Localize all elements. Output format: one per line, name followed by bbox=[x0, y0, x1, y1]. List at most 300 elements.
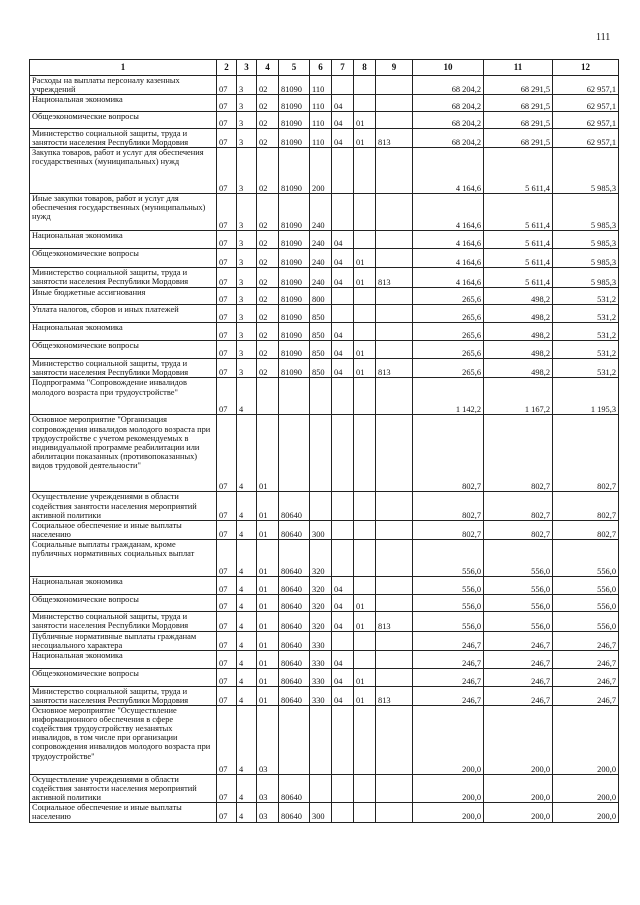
code-cell bbox=[332, 76, 354, 95]
code-cell bbox=[376, 249, 413, 268]
amount-cell: 802,7 bbox=[413, 492, 484, 520]
amount-cell: 200,0 bbox=[413, 803, 484, 822]
code-cell: 01 bbox=[354, 359, 376, 378]
amount-cell: 246,7 bbox=[484, 687, 553, 706]
amount-cell: 802,7 bbox=[553, 415, 619, 492]
code-cell bbox=[332, 288, 354, 305]
table-row bbox=[30, 378, 619, 415]
code-cell: 240 bbox=[310, 194, 332, 231]
code-cell: 4 bbox=[237, 539, 257, 576]
code-cell: 04 bbox=[332, 359, 354, 378]
code-cell bbox=[332, 631, 354, 650]
code-cell bbox=[354, 194, 376, 231]
code-cell: 04 bbox=[332, 651, 354, 669]
column-header: 3 bbox=[237, 60, 257, 76]
code-cell bbox=[354, 631, 376, 650]
code-cell bbox=[376, 576, 413, 594]
code-cell bbox=[376, 706, 413, 775]
code-cell: 81090 bbox=[279, 148, 310, 194]
code-cell: 04 bbox=[332, 611, 354, 631]
amount-cell: 4 164,6 bbox=[413, 249, 484, 268]
amount-cell: 531,2 bbox=[553, 359, 619, 378]
row-name: Национальная экономика bbox=[30, 231, 217, 249]
table-row bbox=[30, 194, 619, 231]
code-cell: 3 bbox=[237, 148, 257, 194]
code-cell: 80640 bbox=[279, 803, 310, 822]
amount-cell: 1 195,3 bbox=[553, 378, 619, 415]
row-name: Основное мероприятие "Организация сопровождения инвалидов молодого возраста при трудоустройстве с учетом рекомендуемых в индивидуальной программе реабилитации или абилитации показанных (противопоказанных) видов трудовой деятельности" bbox=[30, 415, 217, 492]
amount-cell: 4 164,6 bbox=[413, 148, 484, 194]
code-cell: 330 bbox=[310, 631, 332, 650]
code-cell: 3 bbox=[237, 268, 257, 288]
code-cell: 04 bbox=[332, 249, 354, 268]
code-cell: 07 bbox=[217, 803, 237, 822]
table-header-row bbox=[30, 60, 619, 76]
amount-cell: 5 985,3 bbox=[553, 148, 619, 194]
code-cell: 81090 bbox=[279, 231, 310, 249]
code-cell: 80640 bbox=[279, 576, 310, 594]
code-cell: 3 bbox=[237, 231, 257, 249]
row-name: Социальное обеспечение и иные выплаты населению bbox=[30, 803, 217, 822]
code-cell: 110 bbox=[310, 95, 332, 112]
code-cell bbox=[279, 415, 310, 492]
table-row bbox=[30, 95, 619, 112]
code-cell: 110 bbox=[310, 112, 332, 129]
code-cell: 80640 bbox=[279, 492, 310, 520]
code-cell bbox=[354, 775, 376, 803]
amount-cell: 246,7 bbox=[553, 651, 619, 669]
amount-cell: 246,7 bbox=[413, 669, 484, 687]
amount-cell: 246,7 bbox=[484, 631, 553, 650]
code-cell: 4 bbox=[237, 687, 257, 706]
row-name: Основное мероприятие "Осуществление информационного обеспечения в сфере содействия трудоустройству незанятых инвалидов, в том числе при организации сопровождения инвалидов молодого возраста при трудоустройстве" bbox=[30, 706, 217, 775]
code-cell bbox=[332, 415, 354, 492]
code-cell: 01 bbox=[257, 520, 279, 539]
code-cell: 81090 bbox=[279, 194, 310, 231]
code-cell bbox=[332, 492, 354, 520]
code-cell: 813 bbox=[376, 359, 413, 378]
row-name: Закупка товаров, работ и услуг для обеспечения государственных (муниципальных) нужд bbox=[30, 148, 217, 194]
code-cell: 3 bbox=[237, 323, 257, 341]
code-cell: 02 bbox=[257, 305, 279, 323]
table-row bbox=[30, 594, 619, 611]
amount-cell: 265,6 bbox=[413, 341, 484, 359]
code-cell: 03 bbox=[257, 706, 279, 775]
amount-cell: 68 204,2 bbox=[413, 112, 484, 129]
code-cell: 3 bbox=[237, 288, 257, 305]
code-cell: 01 bbox=[257, 631, 279, 650]
column-header: 8 bbox=[354, 60, 376, 76]
code-cell: 3 bbox=[237, 359, 257, 378]
code-cell: 01 bbox=[257, 594, 279, 611]
code-cell: 110 bbox=[310, 76, 332, 95]
code-cell: 200 bbox=[310, 148, 332, 194]
table-row bbox=[30, 669, 619, 687]
row-name: Министерство социальной защиты, труда и занятости населения Республики Мордовия bbox=[30, 359, 217, 378]
amount-cell: 68 204,2 bbox=[413, 76, 484, 95]
code-cell bbox=[354, 520, 376, 539]
code-cell: 320 bbox=[310, 611, 332, 631]
code-cell bbox=[376, 323, 413, 341]
row-name: Министерство социальной защиты, труда и занятости населения Республики Мордовия bbox=[30, 611, 217, 631]
column-header: 11 bbox=[484, 60, 553, 76]
row-name: Иные закупки товаров, работ и услуг для обеспечения государственных (муниципальных) нужд bbox=[30, 194, 217, 231]
code-cell bbox=[376, 95, 413, 112]
code-cell: 07 bbox=[217, 341, 237, 359]
code-cell: 01 bbox=[354, 249, 376, 268]
amount-cell: 498,2 bbox=[484, 359, 553, 378]
amount-cell: 200,0 bbox=[484, 706, 553, 775]
row-name: Общеэкономические вопросы bbox=[30, 594, 217, 611]
code-cell bbox=[376, 194, 413, 231]
amount-cell: 200,0 bbox=[553, 775, 619, 803]
code-cell bbox=[279, 706, 310, 775]
amount-cell: 68 291,5 bbox=[484, 76, 553, 95]
code-cell: 04 bbox=[332, 129, 354, 148]
amount-cell: 556,0 bbox=[413, 576, 484, 594]
code-cell bbox=[354, 539, 376, 576]
amount-cell: 4 164,6 bbox=[413, 231, 484, 249]
code-cell bbox=[310, 492, 332, 520]
code-cell bbox=[376, 775, 413, 803]
code-cell: 3 bbox=[237, 305, 257, 323]
code-cell: 4 bbox=[237, 576, 257, 594]
amount-cell: 265,6 bbox=[413, 359, 484, 378]
row-name: Общеэкономические вопросы bbox=[30, 249, 217, 268]
code-cell bbox=[279, 378, 310, 415]
row-name: Социальное обеспечение и иные выплаты населению bbox=[30, 520, 217, 539]
code-cell: 4 bbox=[237, 378, 257, 415]
code-cell: 300 bbox=[310, 803, 332, 822]
row-name: Расходы на выплаты персоналу казенных учреждений bbox=[30, 76, 217, 95]
code-cell: 02 bbox=[257, 148, 279, 194]
row-name: Уплата налогов, сборов и иных платежей bbox=[30, 305, 217, 323]
code-cell bbox=[332, 378, 354, 415]
amount-cell: 68 291,5 bbox=[484, 129, 553, 148]
code-cell: 01 bbox=[257, 669, 279, 687]
amount-cell: 556,0 bbox=[553, 594, 619, 611]
amount-cell: 802,7 bbox=[553, 492, 619, 520]
code-cell: 3 bbox=[237, 194, 257, 231]
code-cell: 813 bbox=[376, 687, 413, 706]
code-cell bbox=[376, 341, 413, 359]
code-cell: 01 bbox=[257, 687, 279, 706]
table-row bbox=[30, 611, 619, 631]
amount-cell: 531,2 bbox=[553, 305, 619, 323]
code-cell: 4 bbox=[237, 651, 257, 669]
table-row bbox=[30, 112, 619, 129]
amount-cell: 498,2 bbox=[484, 288, 553, 305]
table-row bbox=[30, 359, 619, 378]
amount-cell: 68 291,5 bbox=[484, 95, 553, 112]
code-cell: 81090 bbox=[279, 359, 310, 378]
code-cell: 3 bbox=[237, 76, 257, 95]
code-cell bbox=[332, 520, 354, 539]
code-cell: 01 bbox=[257, 415, 279, 492]
table-row bbox=[30, 231, 619, 249]
amount-cell: 531,2 bbox=[553, 323, 619, 341]
code-cell: 02 bbox=[257, 95, 279, 112]
code-cell: 300 bbox=[310, 520, 332, 539]
code-cell: 330 bbox=[310, 687, 332, 706]
code-cell: 4 bbox=[237, 520, 257, 539]
code-cell bbox=[354, 95, 376, 112]
amount-cell: 802,7 bbox=[484, 492, 553, 520]
code-cell: 81090 bbox=[279, 341, 310, 359]
code-cell: 4 bbox=[237, 775, 257, 803]
code-cell: 80640 bbox=[279, 539, 310, 576]
code-cell: 07 bbox=[217, 631, 237, 650]
code-cell: 02 bbox=[257, 76, 279, 95]
row-name: Национальная экономика bbox=[30, 651, 217, 669]
amount-cell: 556,0 bbox=[484, 539, 553, 576]
code-cell bbox=[354, 803, 376, 822]
code-cell bbox=[376, 669, 413, 687]
code-cell bbox=[376, 631, 413, 650]
code-cell: 07 bbox=[217, 576, 237, 594]
amount-cell: 531,2 bbox=[553, 288, 619, 305]
code-cell: 07 bbox=[217, 288, 237, 305]
amount-cell: 5 611,4 bbox=[484, 268, 553, 288]
code-cell: 07 bbox=[217, 323, 237, 341]
code-cell: 4 bbox=[237, 706, 257, 775]
code-cell bbox=[376, 492, 413, 520]
code-cell: 04 bbox=[332, 95, 354, 112]
code-cell: 01 bbox=[354, 268, 376, 288]
code-cell: 4 bbox=[237, 415, 257, 492]
amount-cell: 5 611,4 bbox=[484, 231, 553, 249]
row-name: Министерство социальной защиты, труда и занятости населения Республики Мордовия bbox=[30, 268, 217, 288]
code-cell: 07 bbox=[217, 415, 237, 492]
code-cell: 04 bbox=[332, 231, 354, 249]
code-cell: 07 bbox=[217, 651, 237, 669]
code-cell: 01 bbox=[354, 594, 376, 611]
amount-cell: 246,7 bbox=[553, 631, 619, 650]
code-cell: 01 bbox=[354, 669, 376, 687]
code-cell: 02 bbox=[257, 341, 279, 359]
code-cell: 813 bbox=[376, 268, 413, 288]
code-cell: 04 bbox=[332, 268, 354, 288]
table-row bbox=[30, 803, 619, 822]
amount-cell: 498,2 bbox=[484, 341, 553, 359]
code-cell: 850 bbox=[310, 359, 332, 378]
code-cell: 240 bbox=[310, 249, 332, 268]
code-cell: 07 bbox=[217, 249, 237, 268]
amount-cell: 246,7 bbox=[553, 687, 619, 706]
code-cell: 850 bbox=[310, 341, 332, 359]
code-cell: 01 bbox=[354, 687, 376, 706]
table-row bbox=[30, 651, 619, 669]
code-cell: 07 bbox=[217, 687, 237, 706]
table-row bbox=[30, 520, 619, 539]
code-cell: 81090 bbox=[279, 95, 310, 112]
code-cell: 02 bbox=[257, 129, 279, 148]
amount-cell: 1 142,2 bbox=[413, 378, 484, 415]
code-cell bbox=[332, 775, 354, 803]
amount-cell: 1 167,2 bbox=[484, 378, 553, 415]
code-cell: 04 bbox=[332, 576, 354, 594]
code-cell: 80640 bbox=[279, 520, 310, 539]
row-name: Общеэкономические вопросы bbox=[30, 112, 217, 129]
code-cell: 3 bbox=[237, 95, 257, 112]
code-cell: 02 bbox=[257, 112, 279, 129]
code-cell bbox=[332, 194, 354, 231]
amount-cell: 265,6 bbox=[413, 323, 484, 341]
code-cell bbox=[354, 323, 376, 341]
table-row bbox=[30, 415, 619, 492]
code-cell bbox=[354, 651, 376, 669]
code-cell: 4 bbox=[237, 803, 257, 822]
amount-cell: 556,0 bbox=[413, 539, 484, 576]
amount-cell: 200,0 bbox=[484, 775, 553, 803]
table-row bbox=[30, 341, 619, 359]
amount-cell: 5 985,3 bbox=[553, 249, 619, 268]
amount-cell: 246,7 bbox=[553, 669, 619, 687]
row-name: Осуществление учреждениями в области содействия занятости населения мероприятий активной политики bbox=[30, 492, 217, 520]
code-cell: 80640 bbox=[279, 651, 310, 669]
amount-cell: 200,0 bbox=[553, 803, 619, 822]
code-cell bbox=[354, 305, 376, 323]
code-cell: 3 bbox=[237, 249, 257, 268]
table-row bbox=[30, 631, 619, 650]
code-cell: 01 bbox=[354, 611, 376, 631]
amount-cell: 556,0 bbox=[484, 611, 553, 631]
code-cell: 07 bbox=[217, 492, 237, 520]
column-header: 7 bbox=[332, 60, 354, 76]
code-cell: 07 bbox=[217, 194, 237, 231]
code-cell: 01 bbox=[257, 611, 279, 631]
code-cell: 07 bbox=[217, 129, 237, 148]
code-cell: 240 bbox=[310, 268, 332, 288]
code-cell: 4 bbox=[237, 492, 257, 520]
row-name: Министерство социальной защиты, труда и занятости населения Республики Мордовия bbox=[30, 687, 217, 706]
code-cell bbox=[332, 706, 354, 775]
code-cell: 01 bbox=[257, 651, 279, 669]
code-cell: 02 bbox=[257, 323, 279, 341]
amount-cell: 531,2 bbox=[553, 341, 619, 359]
code-cell: 813 bbox=[376, 129, 413, 148]
code-cell: 02 bbox=[257, 231, 279, 249]
amount-cell: 68 204,2 bbox=[413, 95, 484, 112]
code-cell: 320 bbox=[310, 594, 332, 611]
table-row bbox=[30, 492, 619, 520]
code-cell bbox=[376, 231, 413, 249]
code-cell: 850 bbox=[310, 305, 332, 323]
code-cell bbox=[354, 148, 376, 194]
amount-cell: 556,0 bbox=[553, 576, 619, 594]
code-cell: 320 bbox=[310, 576, 332, 594]
amount-cell: 4 164,6 bbox=[413, 194, 484, 231]
code-cell bbox=[354, 415, 376, 492]
code-cell: 01 bbox=[257, 576, 279, 594]
amount-cell: 5 611,4 bbox=[484, 194, 553, 231]
budget-table bbox=[29, 59, 619, 823]
column-header: 6 bbox=[310, 60, 332, 76]
code-cell: 03 bbox=[257, 775, 279, 803]
code-cell: 3 bbox=[237, 129, 257, 148]
amount-cell: 68 204,2 bbox=[413, 129, 484, 148]
code-cell: 01 bbox=[354, 341, 376, 359]
amount-cell: 5 985,3 bbox=[553, 194, 619, 231]
amount-cell: 4 164,6 bbox=[413, 268, 484, 288]
code-cell bbox=[376, 520, 413, 539]
amount-cell: 200,0 bbox=[484, 803, 553, 822]
code-cell bbox=[376, 415, 413, 492]
code-cell bbox=[354, 231, 376, 249]
amount-cell: 556,0 bbox=[553, 611, 619, 631]
amount-cell: 68 291,5 bbox=[484, 112, 553, 129]
code-cell: 01 bbox=[354, 129, 376, 148]
code-cell bbox=[376, 594, 413, 611]
amount-cell: 556,0 bbox=[413, 594, 484, 611]
code-cell bbox=[376, 288, 413, 305]
amount-cell: 5 985,3 bbox=[553, 231, 619, 249]
code-cell: 04 bbox=[332, 323, 354, 341]
row-name: Министерство социальной защиты, труда и занятости населения Республики Мордовия bbox=[30, 129, 217, 148]
amount-cell: 5 611,4 bbox=[484, 148, 553, 194]
code-cell: 80640 bbox=[279, 594, 310, 611]
code-cell: 07 bbox=[217, 268, 237, 288]
amount-cell: 556,0 bbox=[484, 576, 553, 594]
amount-cell: 62 957,1 bbox=[553, 129, 619, 148]
amount-cell: 802,7 bbox=[413, 520, 484, 539]
row-name: Общеэкономические вопросы bbox=[30, 341, 217, 359]
code-cell: 02 bbox=[257, 268, 279, 288]
code-cell bbox=[376, 148, 413, 194]
code-cell: 02 bbox=[257, 359, 279, 378]
code-cell: 02 bbox=[257, 288, 279, 305]
row-name: Национальная экономика bbox=[30, 576, 217, 594]
amount-cell: 5 985,3 bbox=[553, 268, 619, 288]
amount-cell: 200,0 bbox=[413, 775, 484, 803]
code-cell bbox=[376, 112, 413, 129]
code-cell: 80640 bbox=[279, 775, 310, 803]
column-header: 4 bbox=[257, 60, 279, 76]
code-cell: 02 bbox=[257, 249, 279, 268]
row-name: Подпрограмма "Сопровождение инвалидов молодого возраста при трудоустройстве" bbox=[30, 378, 217, 415]
code-cell: 240 bbox=[310, 231, 332, 249]
amount-cell: 265,6 bbox=[413, 305, 484, 323]
amount-cell: 200,0 bbox=[553, 706, 619, 775]
amount-cell: 246,7 bbox=[484, 669, 553, 687]
code-cell: 110 bbox=[310, 129, 332, 148]
code-cell bbox=[310, 706, 332, 775]
code-cell: 81090 bbox=[279, 288, 310, 305]
row-name: Общеэкономические вопросы bbox=[30, 669, 217, 687]
code-cell: 800 bbox=[310, 288, 332, 305]
code-cell bbox=[354, 378, 376, 415]
code-cell: 4 bbox=[237, 669, 257, 687]
code-cell bbox=[376, 76, 413, 95]
code-cell: 02 bbox=[257, 194, 279, 231]
amount-cell: 802,7 bbox=[484, 415, 553, 492]
column-header: 2 bbox=[217, 60, 237, 76]
code-cell: 81090 bbox=[279, 129, 310, 148]
code-cell: 04 bbox=[332, 341, 354, 359]
code-cell bbox=[376, 378, 413, 415]
code-cell: 04 bbox=[332, 687, 354, 706]
code-cell: 01 bbox=[257, 539, 279, 576]
code-cell: 04 bbox=[332, 594, 354, 611]
code-cell: 330 bbox=[310, 651, 332, 669]
code-cell: 81090 bbox=[279, 76, 310, 95]
amount-cell: 556,0 bbox=[553, 539, 619, 576]
code-cell bbox=[310, 415, 332, 492]
code-cell: 07 bbox=[217, 669, 237, 687]
code-cell: 80640 bbox=[279, 631, 310, 650]
code-cell: 07 bbox=[217, 112, 237, 129]
amount-cell: 62 957,1 bbox=[553, 95, 619, 112]
